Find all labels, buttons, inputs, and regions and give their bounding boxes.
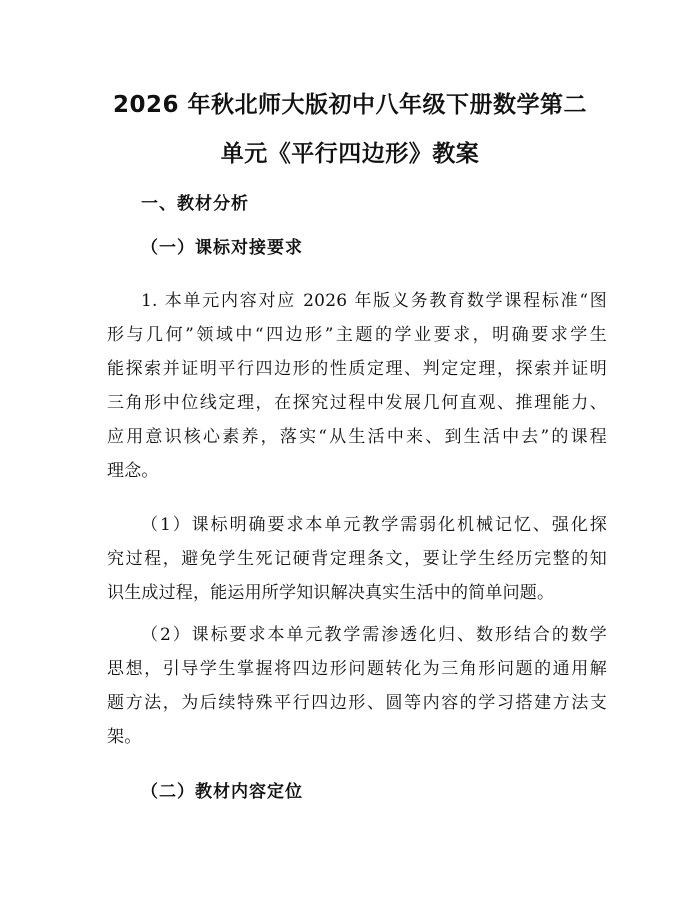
paragraph-line: 能探索并证明平行四边形的性质定理、判定定理，探索并证明 <box>107 359 607 379</box>
document-title-line-1: 2026 年秋北师大版初中八年级下册数学第二 <box>112 92 588 118</box>
subsection-heading-curriculum-requirements: （一）课标对接要求 <box>141 238 303 258</box>
paragraph-line: 架。 <box>107 727 142 747</box>
section-heading-textbook-analysis: 一、教材分析 <box>141 194 249 214</box>
paragraph-line: （1）课标明确要求本单元教学需弱化机械记忆、强化探 <box>141 515 607 535</box>
paragraph-line: 形与几何”领域中“四边形”主题的学业要求，明确要求学生 <box>107 325 607 345</box>
paragraph-line: 思想，引导学生掌握将四边形问题转化为三角形问题的通用解 <box>107 659 607 679</box>
paragraph-line: 1. 本单元内容对应 2026 年版义务教育数学课程标准“图 <box>141 291 607 311</box>
paragraph-requirement-2 <box>107 618 607 754</box>
paragraph-curriculum-alignment <box>107 284 607 488</box>
subsection-heading-textbook-positioning: （二）教材内容定位 <box>141 782 303 802</box>
paragraph-line: 识生成过程，能运用所学知识解决真实生活中的简单问题。 <box>107 583 555 603</box>
paragraph-line: 理念。 <box>107 461 159 481</box>
paragraph-line: 究过程，避免学生死记硬背定理条文，要让学生经历完整的知 <box>107 549 607 569</box>
paragraph-requirement-1 <box>107 508 607 610</box>
document-title-line-2: 单元《平行四边形》教案 <box>220 141 480 167</box>
paragraph-line: 三角形中位线定理，在探究过程中发展几何直观、推理能力、 <box>107 393 607 413</box>
paragraph-line: （2）课标要求本单元教学需渗透化归、数形结合的数学 <box>141 625 607 645</box>
paragraph-line: 题方法，为后续特殊平行四边形、圆等内容的学习搭建方法支 <box>107 693 607 713</box>
paragraph-line: 应用意识核心素养，落实“从生活中来、到生活中去”的课程 <box>107 427 607 447</box>
